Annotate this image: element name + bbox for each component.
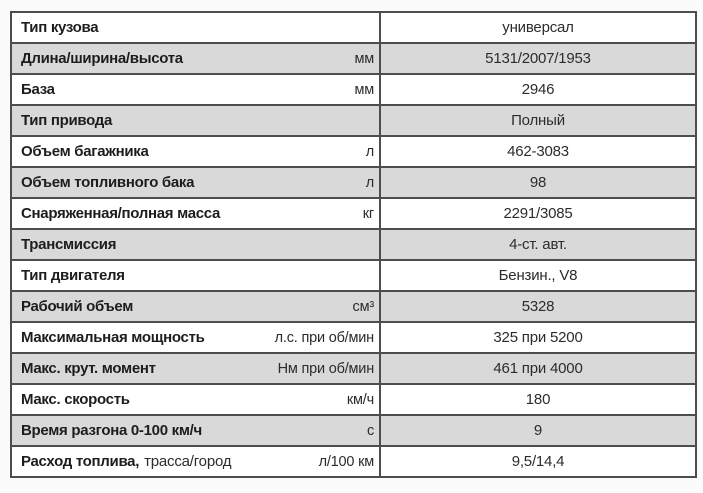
- spec-label: Макс. крут. момент: [21, 360, 156, 377]
- spec-label-cell: [12, 323, 381, 352]
- table-row: [12, 104, 695, 135]
- spec-label-group: [21, 453, 231, 471]
- table-row: [12, 135, 695, 166]
- spec-label-cell: [12, 385, 381, 414]
- table-row: [12, 290, 695, 321]
- spec-label-cell: [12, 230, 381, 259]
- table-row: [12, 73, 695, 104]
- spec-unit: мм: [354, 50, 374, 67]
- spec-unit: с: [366, 422, 374, 439]
- spec-label: Рабочий объем: [21, 298, 134, 315]
- spec-value: Полный: [511, 112, 565, 129]
- spec-unit: л: [365, 143, 374, 160]
- spec-label-cell: [12, 168, 381, 197]
- table-row: [12, 414, 695, 445]
- spec-unit: л: [365, 174, 374, 191]
- table-row: [12, 321, 695, 352]
- spec-value: 325 при 5200: [493, 329, 583, 346]
- spec-value: 98: [529, 174, 547, 191]
- spec-label: Тип кузова: [21, 19, 99, 36]
- table-row: [12, 445, 695, 476]
- spec-unit: Нм при об/мин: [277, 360, 374, 377]
- spec-label: Длина/ширина/высота: [21, 50, 183, 67]
- spec-value: 180: [525, 391, 551, 408]
- spec-value: Бензин., V8: [498, 267, 578, 284]
- spec-label-cell: [12, 354, 381, 383]
- table-row: [12, 259, 695, 290]
- spec-label-cell: [12, 13, 381, 42]
- table-row: [12, 228, 695, 259]
- spec-label: Макс. скорость: [21, 391, 130, 408]
- spec-value: 2946: [521, 81, 555, 98]
- spec-label: Тип привода: [21, 112, 113, 129]
- spec-label-cell: [12, 106, 381, 135]
- spec-unit: кг: [362, 205, 374, 222]
- spec-label-cell: [12, 416, 381, 445]
- car-specs-table: [10, 11, 697, 478]
- spec-value: 2291/3085: [503, 205, 573, 222]
- table-row: [12, 13, 695, 42]
- table-row: [12, 42, 695, 73]
- spec-value: 9,5/14,4: [511, 453, 565, 470]
- spec-unit: см³: [352, 298, 374, 315]
- spec-label-cell: [12, 261, 381, 290]
- spec-label: Время разгона 0-100 км/ч: [21, 422, 202, 439]
- spec-value: 462-3083: [507, 143, 569, 160]
- spec-label-cell: [12, 199, 381, 228]
- spec-unit: мм: [354, 81, 374, 98]
- spec-label: Объем топливного бака: [21, 174, 195, 191]
- spec-label-suffix: трасса/город: [144, 452, 232, 470]
- spec-value: 5328: [521, 298, 555, 315]
- table-row: [12, 197, 695, 228]
- spec-value: 4-ст. авт.: [509, 236, 567, 253]
- spec-label-cell: [12, 137, 381, 166]
- spec-label: Расход топлива,: [21, 452, 140, 470]
- spec-label-cell: [12, 447, 381, 476]
- spec-value: 461 при 4000: [493, 360, 583, 377]
- spec-unit: л/100 км: [318, 453, 374, 470]
- spec-label: Тип двигателя: [21, 267, 125, 284]
- spec-label-cell: [12, 44, 381, 73]
- table-row: [12, 383, 695, 414]
- spec-value: 5131/2007/1953: [485, 50, 591, 67]
- spec-value: универсал: [502, 19, 574, 36]
- spec-unit: л.с. при об/мин: [274, 329, 374, 346]
- spec-label: База: [21, 81, 55, 98]
- spec-unit: км/ч: [346, 391, 374, 408]
- table-row: [12, 352, 695, 383]
- spec-label: Трансмиссия: [21, 236, 117, 253]
- spec-label-cell: [12, 75, 381, 104]
- spec-value: 9: [533, 422, 543, 439]
- spec-label: Максимальная мощность: [21, 329, 205, 346]
- spec-label: Объем багажника: [21, 143, 149, 160]
- spec-label-cell: [12, 292, 381, 321]
- table-row: [12, 166, 695, 197]
- spec-label: Снаряженная/полная масса: [21, 205, 221, 222]
